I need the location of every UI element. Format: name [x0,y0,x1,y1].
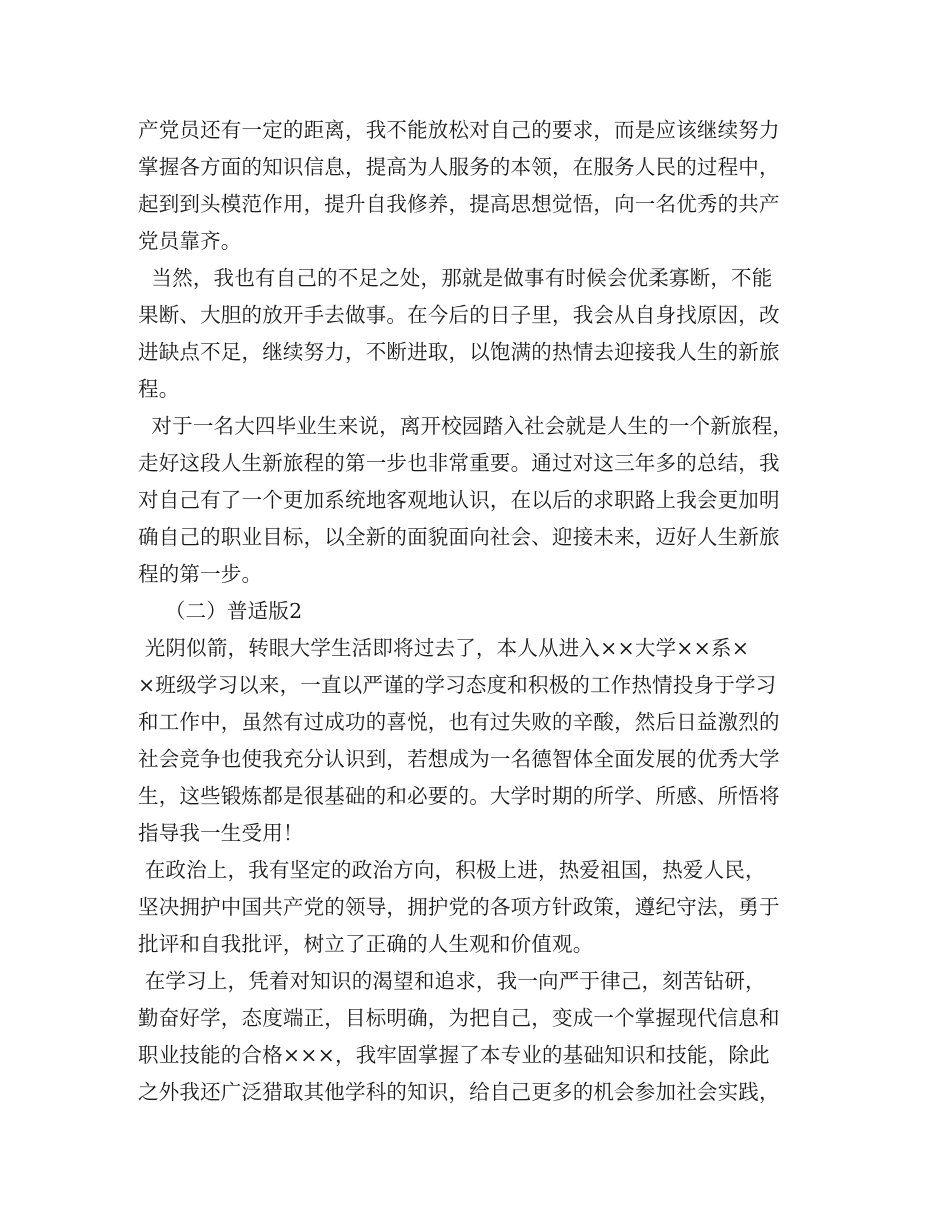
text-line: 产党员还有一定的距离，我不能放松对自己的要求，而是应该继续努力 [138,118,780,142]
text-line: 确自己的职业目标，以全新的面貌面向社会、迎接未来，迈好人生新旅 [138,525,780,549]
text-line: 生，这些锻炼都是很基础的和必要的。大学时期的所学、所感、所悟将 [138,784,780,808]
text-line: ×班级学习以来，一直以严谨的学习态度和积极的工作热情投身于学习 [138,673,777,697]
text-line: 当然，我也有自己的不足之处，那就是做事有时候会优柔寡断，不能 [138,266,773,290]
document-body [138,112,818,1111]
text-line: 对于一名大四毕业生来说，离开校园踏入社会就是人生的一个新旅程， [138,414,794,438]
section-heading: （二）普适版2 [138,599,303,623]
text-line: 党员靠齐。 [138,229,242,253]
text-line: 批评和自我批评，树立了正确的人生观和价值观。 [138,932,594,956]
text-line: 光阴似箭，转眼大学生活即将过去了，本人从进入××大学××系× [138,636,750,660]
text-line: 职业技能的合格×××，我牢固掌握了本专业的基础知识和技能，除此 [138,1043,770,1067]
text-line: 程的第一步。 [138,562,263,586]
text-line: 在学习上，凭着对知识的渴望和追求，我一向严于律己，刻苦钻研， [138,969,766,993]
text-line: 在政治上，我有坚定的政治方向，积极上进，热爱祖国，热爱人民， [138,858,766,882]
text-line: 之外我还广泛猎取其他学科的知识，给自己更多的机会参加社会实践， [138,1080,780,1104]
text-line: 社会竞争也使我充分认识到，若想成为一名德智体全面发展的优秀大学 [138,747,780,771]
text-line: 和工作中，虽然有过成功的喜悦，也有过失败的辛酸，然后日益激烈的 [138,710,780,734]
text-line: 掌握各方面的知识信息，提高为人服务的本领，在服务人民的过程中， [138,155,780,179]
text-line: 果断、大胆的放开手去做事。在今后的日子里，我会从自身找原因，改 [138,303,780,327]
text-line: 程。 [138,377,180,401]
text-line: 勤奋好学，态度端正，目标明确，为把自己，变成一个掌握现代信息和 [138,1006,780,1030]
text-line: 走好这段人生新旅程的第一步也非常重要。通过对这三年多的总结，我 [138,451,780,475]
text-line: 起到到头模范作用，提升自我修养，提高思想觉悟，向一名优秀的共产 [138,192,780,216]
text-line: 进缺点不足，继续努力，不断进取，以饱满的热情去迎接我人生的新旅 [138,340,780,364]
text-line: 指导我一生受用！ [138,821,304,845]
text-line: 对自己有了一个更加系统地客观地认识，在以后的求职路上我会更加明 [138,488,780,512]
text-line: 坚决拥护中国共产党的领导，拥护党的各项方针政策，遵纪守法，勇于 [138,895,780,919]
